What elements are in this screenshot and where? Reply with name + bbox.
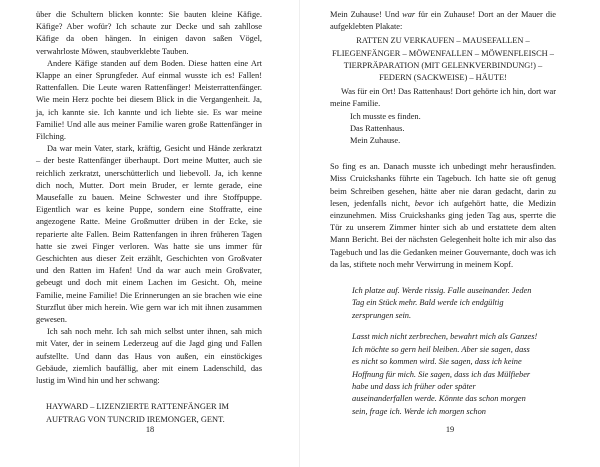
right-page-body — [330, 9, 556, 418]
page-number: 18 — [145, 425, 155, 434]
shop-sign: HAYWARD – LIZENZIERTE RATTENFÄNGER IM AUFTRAG VON TUNCRID IREMONGER, GENT. — [46, 402, 229, 424]
poem-line: Mein Zuhause. — [350, 136, 401, 146]
page-number: 19 — [445, 425, 455, 434]
diary-entry: Lasst mich nicht zerbrechen, bewahrt mich als Ganzes! Ich möchte so gern heil bleiben. Aber sie sagen, dass es nicht so kommen wird. Sie sagen, dass ich keine Hoffnung für mich. Sie sagen, dass ich das Mülfieber habe und dass ich früher oder später auseinanderfallen werde. Könnte das schon morgen sein, frage ich. Werde ich morgen schon — [352, 332, 538, 416]
paragraph: über die Schultern blicken konnte: Sie bauten kleine Käfige. Käfige? Aber wofür? Ich schaute zur Decke und sah zahllose Käfige da oben hängen. In einigen davon saßen Vögel, verwahrloste Möwen, staubverklebte Tauben. — [36, 10, 262, 56]
paragraph: Was für ein Ort! Das Rattenhaus! Dort gehörte ich hin, dort war meine Familie. — [330, 87, 556, 109]
paragraph: Mein Zuhause! Und war für ein Zuhause! Dort an der Mauer die aufgeklebten Plakate: — [330, 10, 556, 32]
paragraph: Andere Käfige standen auf dem Boden. Diese hatten eine Art Klappe an einer Sprungfeder. Auf einmal wusste ich es! Fallen! Rattenfallen. Die Leute waren Rattenfänger! Meisterrattenfänger. Wie mein Herz pochte bei diesem Blick in die Vergangenheit. Ja, ja, ich kannte sie. Ich kannte und ich liebte sie. Es war meine Familie! Und alle aus meiner Familie waren große Rattenfänger in Filching. — [36, 58, 262, 142]
right-page — [300, 0, 600, 467]
poem — [350, 111, 556, 148]
paragraph: So fing es an. Danach musste ich unbedingt mehr herausfinden. Miss Cruickshanks führte ein Tagebuch. Ich hatte sie oft genug beim Schreiben gesehen, hätte aber nie daran gedacht, darin zu lesen, jedenfalls nicht, bevor ich aufgehört hatte, die Medizin einzunehmen. Miss Cruickshanks ging jeden Tag aus, sperrte die Tür zu unserem Zimmer hinter sich ab und erstattete dem alten Mann Bericht. Bei der nächsten Gelegenheit holte ich mir also das Tagebuch und las die Gedanken meiner Gouvernante, doch was ich da las, stiftete noch mehr Verwirrung in meinem Kopf. — [330, 162, 556, 269]
paragraph: Ich sah noch mehr. Ich sah mich selbst unter ihnen, sah mich mit Vater, der in seinem Lederzeug auf die Jagd ging und Fallen aufstellte. Und dann das Haus von außen, ein einstöckiges Gebäude, ziemlich baufällig, aber mit einem Ladenschild, das lustig im Wind hin und her schwang: — [36, 327, 262, 386]
poster-text: RATTEN ZU VERKAUFEN – MAUSEFALLEN – FLIEGENFÄNGER – MÖWENFALLEN – MÖWENFLEISCH – TIERPRÄPARATION (MIT GELENKVERBINDUNG!) – FEDERN (SACKWEISE) – HÄUTE! — [331, 36, 554, 83]
poem-line: Ich musste es finden. — [350, 111, 421, 121]
poem-line: Das Rattenhaus. — [350, 123, 405, 133]
diary-entry: Ich platze auf. Werde rissig. Falle auseinander. Jeden Tag ein Stück mehr. Bald werde ich endgültig zersprungen sein. — [352, 286, 532, 320]
paragraph: Da war mein Vater, stark, kräftig, Gesicht und Hände zerkratzt – der beste Rattenfänger überhaupt. Dort meine Mutter, auch sie reichlich zerkratzt, unerschütterlich und liebevoll. Ja, ich kenne dich noch, Mutter. Dort mein Bruder, er lernte gerade, eine Mausefalle zu bauen. Meine Schwester und ihre Stoffpuppe. Eigentlich war es keine Puppe, sondern eine Stoffratte, eine angezogene Ratte. Meine Großmutter drüben in der Ecke, sie reparierte alte Fallen. Beim Rattenfangen in ihren früheren Tagen hatte sie zwei Finger verloren. Was hatte sie uns immer für Geschichten aus dieser Zeit erzählt, Geschichten von Großvater und den Ratten im Hafen! Und da war auch mein Großvater, gebeugt und doch mit einem Lachen im Gesicht. Oh, meine Familie, meine Familie! Die Erinnerungen an sie brachen wie eine Sturzflut über mich herein. Wie gern war ich mit ihnen zusammen gewesen. — [36, 144, 262, 325]
left-page-body — [36, 9, 262, 426]
